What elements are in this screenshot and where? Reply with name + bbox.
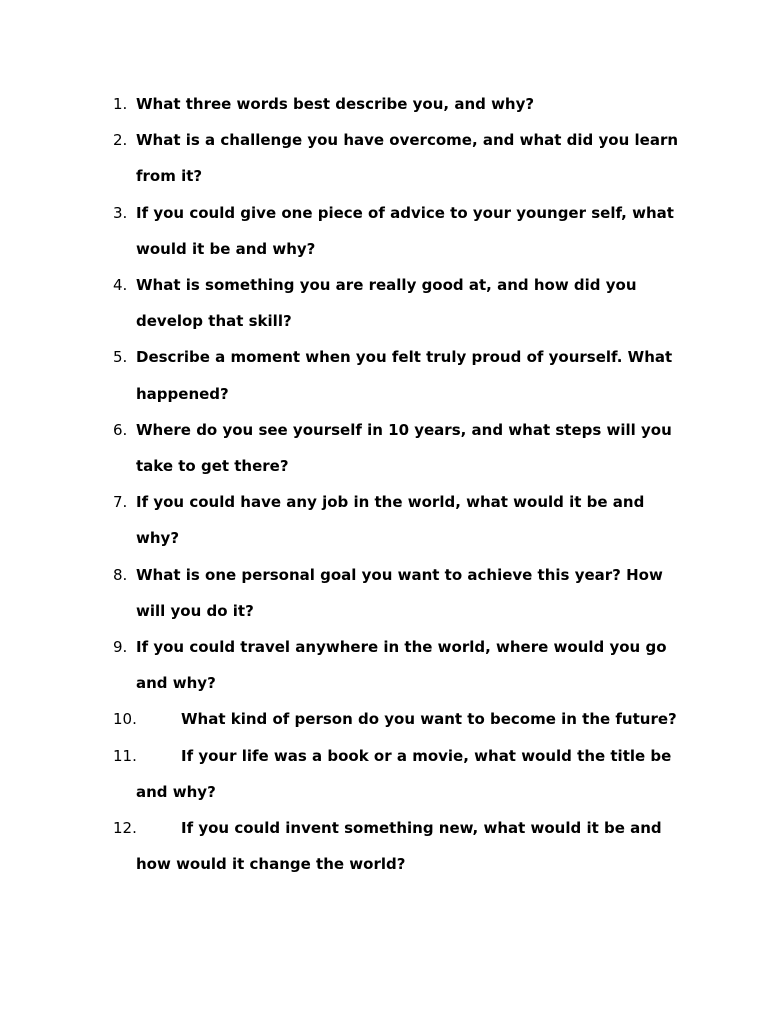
list-item [0,484,768,556]
question-number: 2. [113,131,128,150]
list-item [0,629,768,701]
question-number: 3. [113,203,128,222]
question-number: 1. [113,95,128,113]
list-item [0,412,768,484]
question-text: What three words best describe you, and why? [136,95,535,113]
list-item [0,738,768,810]
question-number: 4. [113,276,128,295]
question-number: 10. [113,710,137,729]
question-text: If your life was a book or a movie, what would the title be and why? [136,746,672,801]
question-text: What kind of person do you want to become in the future? [181,710,677,729]
question-number: 9. [113,638,128,657]
question-text: Where do you see yourself in 10 years, and what steps will you take to get there? [136,420,672,476]
question-number: 8. [113,565,128,584]
question-text: Describe a moment when you felt truly proud of yourself. What happened? [136,348,673,403]
question-text: What is one personal goal you want to achieve this year? How will you do it? [136,565,663,620]
question-number: 5. [113,348,128,367]
list-item [0,339,768,411]
question-text: What is something you are really good at, and how did you develop that skill? [136,276,637,331]
list-item [0,122,768,194]
question-number: 12. [113,819,137,838]
question-text: If you could have any job in the world, what would it be and why? [136,493,645,548]
question-number: 6. [113,420,128,439]
list-item [0,557,768,629]
question-text: If you could invent something new, what would it be and how would it change the world? [136,819,662,874]
list-item [0,267,768,339]
list-item [0,86,768,122]
list-item [0,810,768,882]
question-text: What is a challenge you have overcome, and what did you learn from it? [136,131,679,186]
question-number: 11. [113,746,137,765]
question-list [0,86,768,882]
list-item [0,701,768,737]
list-item [0,195,768,267]
question-number: 7. [113,493,128,512]
question-text: If you could travel anywhere in the world, where would you go and why? [136,638,667,693]
question-text: If you could give one piece of advice to your younger self, what would it be and why? [136,203,674,258]
